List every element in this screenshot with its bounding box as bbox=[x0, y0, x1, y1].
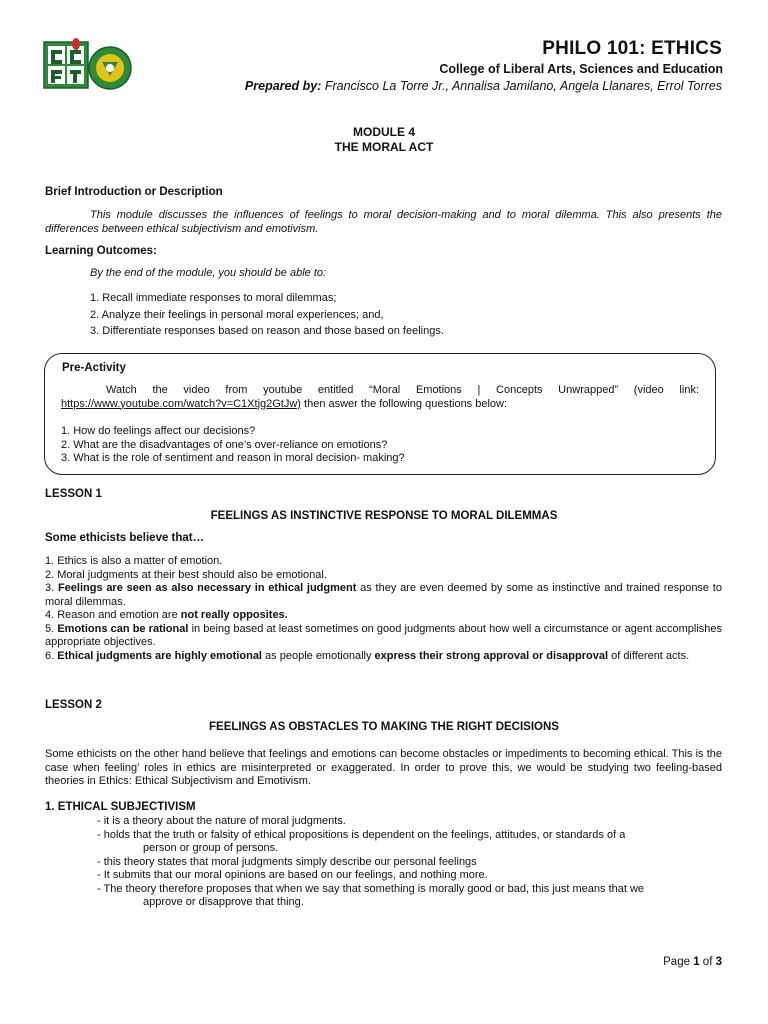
outcome-item: 2. Analyze their feelings in personal moral experiences; and, bbox=[90, 308, 384, 321]
intro-heading: Brief Introduction or Description bbox=[45, 186, 223, 198]
college-name: College of Liberal Arts, Sciences and Education bbox=[439, 62, 723, 76]
lesson1-intro: Some ethicists believe that… bbox=[45, 532, 205, 544]
pre-activity-title: Pre-Activity bbox=[62, 362, 126, 374]
pre-activity-box bbox=[44, 353, 716, 475]
lesson1-item: 6. Ethical judgments are highly emotional as people emotionally express their strong approval or disapproval of different acts. bbox=[45, 649, 690, 662]
lesson2-label: LESSON 2 bbox=[45, 699, 102, 711]
prepared-by-label: Prepared by: bbox=[244, 79, 322, 93]
question-item: 1. How do feelings affect our decisions? bbox=[61, 425, 256, 437]
course-title: PHILO 101: ETHICS bbox=[542, 38, 722, 59]
lesson1-item: 3. Feelings are seen as also necessary in ethical judgment as they are even deemed by some as instinctive and trained response to moral dilemmas. bbox=[45, 582, 722, 608]
prepared-by-line bbox=[245, 79, 722, 93]
point-item: - It submits that our moral opinions are based on our feelings, and nothing more. bbox=[97, 869, 488, 881]
pre-activity-text-b: then aswer the following questions below: bbox=[300, 397, 508, 410]
page-number: Page 1 of 3 bbox=[663, 956, 722, 968]
outcome-item: 1. Recall immediate responses to moral dilemmas; bbox=[90, 292, 337, 304]
lesson2-title: FEELINGS AS OBSTACLES TO MAKING THE RIGHT DECISIONS bbox=[209, 721, 559, 733]
module-title: THE MORAL ACT bbox=[334, 140, 434, 154]
outcomes-list bbox=[90, 290, 710, 340]
lesson2-text: Some ethicists on the other hand believe that feelings and emotions can become obstacles or impediments to becoming ethical. This is the case when feeling’ roles in ethics are misinterpreted or exaggerated. In order to prove this, we would be studying two feeling-based theories in Ethics: Ethical Subjectivism and Emotivism. bbox=[45, 748, 722, 787]
intro-text: This module discusses the influences of feelings to moral decision-making and to moral dilemma. This also presents the differences between ethical subjectivism and emotivism. bbox=[45, 209, 722, 235]
point-item: - The theory therefore proposes that when we say that something is morally good or bad, this just means that we bbox=[97, 882, 645, 895]
pre-activity-questions bbox=[61, 425, 701, 466]
question-item: 3. What is the role of sentiment and reason in moral decision- making? bbox=[61, 452, 405, 464]
ethical-subjectivism-points bbox=[45, 815, 722, 910]
point-item: approve or disapprove that thing. bbox=[143, 896, 304, 908]
lesson1-item: 1. Ethics is also a matter of emotion. bbox=[45, 555, 223, 567]
outcomes-heading: Learning Outcomes: bbox=[45, 245, 157, 257]
point-item: - holds that the truth or falsity of ethical propositions is dependent on the feelings, attitudes, or standards of a bbox=[97, 828, 626, 841]
point-item: person or group of persons. bbox=[143, 842, 279, 854]
outcome-item: 3. Differentiate responses based on reason and those based on feelings. bbox=[90, 325, 444, 337]
college-logo bbox=[42, 38, 138, 98]
ethical-subjectivism-heading: 1. ETHICAL SUBJECTIVISM bbox=[45, 801, 196, 813]
video-link[interactable]: https://www.youtube.com/watch?v=C1Xtjg2GtJw) bbox=[61, 397, 301, 410]
lesson1-item: 5. Emotions can be rational in being based at least sometimes on good judgments about how well a circumstance or agent accomplishes appropriate objectives. bbox=[45, 622, 722, 648]
lesson1-title: FEELINGS AS INSTINCTIVE RESPONSE TO MORAL DILEMMAS bbox=[210, 510, 558, 522]
point-item: - it is a theory about the nature of moral judgments. bbox=[97, 815, 346, 827]
outcomes-lead: By the end of the module, you should be able to: bbox=[90, 267, 327, 279]
pre-activity-instructions bbox=[61, 384, 699, 411]
point-item: - this theory states that moral judgments simply describe our personal feelings bbox=[97, 855, 477, 868]
lesson1-item: 4. Reason and emotion are not really opposites. bbox=[45, 609, 288, 621]
lesson1-list bbox=[45, 555, 722, 663]
module-number: MODULE 4 bbox=[352, 125, 415, 139]
lesson1-label: LESSON 1 bbox=[45, 488, 102, 500]
pre-activity-text-a: Watch the video from youtube entitled “Moral Emotions | Concepts Unwrapped” (video link: bbox=[106, 384, 699, 396]
prepared-by-names: Francisco La Torre Jr., Annalisa Jamilano, Angela Llanares, Errol Torres bbox=[321, 79, 722, 93]
lesson1-item: 2. Moral judgments at their best should also be emotional. bbox=[45, 568, 327, 581]
question-item: 2. What are the disadvantages of one’s over-reliance on emotions? bbox=[61, 438, 388, 451]
